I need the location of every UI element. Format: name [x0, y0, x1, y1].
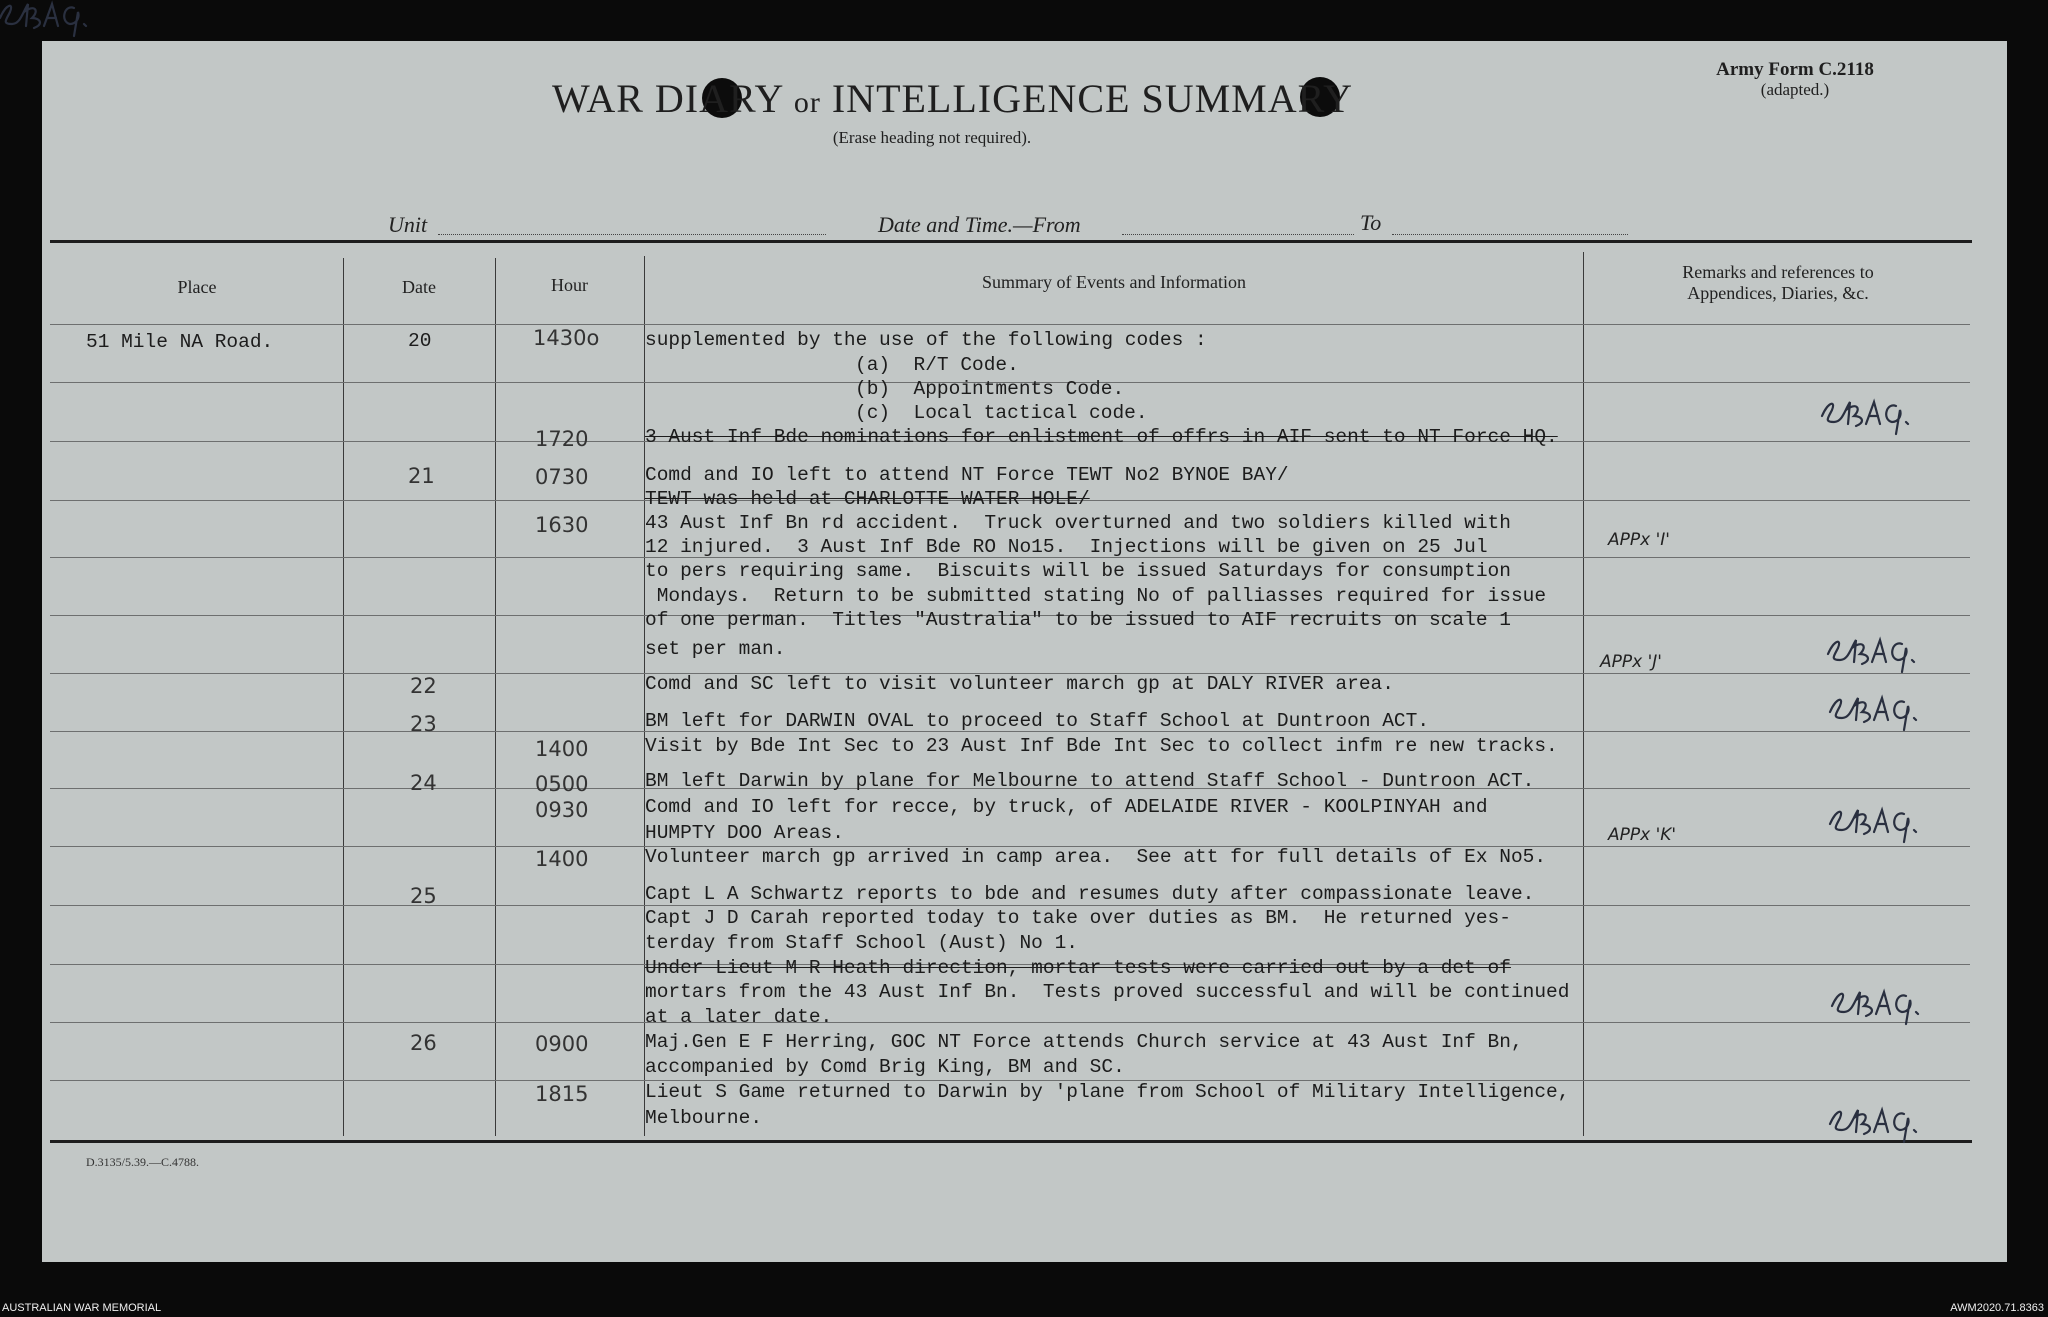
- summary-line: 43 Aust Inf Bn rd accident. Truck overturned and two soldiers killed with: [645, 512, 1511, 534]
- entry-hour: 1720: [535, 427, 589, 451]
- entry-hour: 0730: [535, 465, 589, 489]
- to-label: To: [1360, 210, 1382, 235]
- entry-date: 20: [408, 330, 432, 352]
- form-number: [1680, 60, 1910, 100]
- summary-line: set per man.: [645, 638, 786, 660]
- summary-line: Under Lieut M R Heath direction, mortar tests were carried out by a det of: [645, 957, 1511, 979]
- entry-hour: 1400: [535, 847, 589, 871]
- appendix-ref-j: APPx 'J': [1600, 652, 1662, 672]
- entry-place: 51 Mile NA Road.: [86, 331, 274, 353]
- summary-line: mortars from the 43 Aust Inf Bn. Tests proved successful and will be continued: [645, 981, 1570, 1003]
- archive-credit-right: AWM2020.71.8363: [1950, 1302, 2044, 1314]
- summary-line: Mondays. Return to be submitted stating No of palliasses required for issue: [645, 585, 1547, 607]
- table-top-rule: [50, 240, 1972, 243]
- page-title: [552, 75, 1353, 122]
- entry-date: 23: [410, 712, 437, 736]
- summary-line: BM left Darwin by plane for Melbourne to attend Staff School - Duntroon ACT.: [645, 770, 1535, 792]
- date-from-field-line: [1122, 233, 1354, 235]
- entry-date: 26: [410, 1031, 437, 1055]
- header-rule: [50, 324, 1970, 325]
- column-header-summary: Summary of Events and Information: [982, 272, 1246, 292]
- print-code: D.3135/5.39.—C.4788.: [86, 1155, 200, 1169]
- archive-credit-left: AUSTRALIAN WAR MEMORIAL: [2, 1302, 162, 1314]
- column-header-remarks: [1584, 262, 1972, 304]
- summary-line: HUMPTY DOO Areas.: [645, 822, 844, 844]
- column-divider-date: [495, 258, 496, 1136]
- summary-line: supplemented by the use of the following codes :: [645, 329, 1207, 351]
- summary-line: accompanied by Comd Brig King, BM and SC.: [645, 1056, 1125, 1078]
- entry-date: 22: [410, 674, 437, 698]
- column-divider-hour: [644, 256, 645, 1136]
- column-header-place: Place: [177, 277, 217, 297]
- summary-line: Lieut S Game returned to Darwin by 'plane from School of Military Intelligence,: [645, 1081, 1570, 1103]
- entry-date: 21: [408, 464, 435, 488]
- entry-hour: 1430o: [533, 326, 600, 350]
- summary-line: Visit by Bde Int Sec to 23 Aust Inf Bde Int Sec to collect infm re new tracks.: [645, 735, 1558, 757]
- entry-hour: 1400: [535, 737, 589, 761]
- column-header-hour: Hour: [551, 275, 588, 295]
- entry-hour: 0500: [535, 772, 589, 796]
- summary-line: Maj.Gen E F Herring, GOC NT Force attends Church service at 43 Aust Inf Bn,: [645, 1031, 1523, 1053]
- summary-line: terday from Staff School (Aust) No 1.: [645, 932, 1078, 954]
- summary-line: Comd and IO left for recce, by truck, of ADELAIDE RIVER - KOOLPINYAH and: [645, 796, 1488, 818]
- entry-hour: 0900: [535, 1032, 589, 1056]
- summary-line: 12 injured. 3 Aust Inf Bde RO No15. Injections will be given on 25 Jul: [645, 536, 1488, 558]
- signature-initials: [0, 4, 86, 36]
- title-intelligence-summary: INTELLIGENCE SUMMARY: [831, 76, 1353, 121]
- summary-line: (c) Local tactical code.: [855, 402, 1148, 424]
- date-time-label: Date and Time.—From: [878, 212, 1081, 237]
- unit-label: Unit: [388, 212, 428, 237]
- summary-line: 3 Aust Inf Bde nominations for enlistment of offrs in AIF sent to NT Force HQ.: [645, 426, 1558, 448]
- summary-line: (b) Appointments Code.: [855, 378, 1125, 400]
- remarks-header-line-1: Remarks and references to: [1682, 262, 1874, 282]
- title-or: or: [793, 86, 821, 119]
- unit-field-line: [438, 233, 826, 235]
- summary-line: Comd and IO left to attend NT Force TEWT No2 BYNOE BAY/: [645, 464, 1289, 486]
- summary-line: to pers requiring same. Biscuits will be issued Saturdays for consumption: [645, 560, 1511, 582]
- date-to-field-line: [1392, 233, 1628, 235]
- page-subtitle: (Erase heading not required).: [832, 128, 1032, 147]
- summary-line: BM left for DARWIN OVAL to proceed to Staff School at Duntroon ACT.: [645, 710, 1430, 732]
- entry-date: 24: [410, 771, 437, 795]
- summary-line: Comd and SC left to visit volunteer march gp at DALY RIVER area.: [645, 673, 1394, 695]
- form-number-main: Army Form C.2118: [1716, 59, 1874, 80]
- remarks-header-line-2: Appendices, Diaries, &c.: [1687, 283, 1869, 303]
- row-rule: [50, 1022, 1970, 1023]
- entry-hour: 1815: [535, 1082, 589, 1106]
- appendix-ref-i: APPx 'I': [1608, 530, 1670, 550]
- form-number-sub: (adapted.): [1760, 80, 1830, 99]
- summary-line: Melbourne.: [645, 1107, 763, 1129]
- summary-line: Capt L A Schwartz reports to bde and resumes duty after compassionate leave.: [645, 883, 1535, 905]
- column-header-date: Date: [402, 277, 436, 297]
- summary-line: (a) R/T Code.: [855, 354, 1019, 376]
- entry-hour: 1630: [535, 513, 589, 537]
- table-bottom-rule: [50, 1140, 1972, 1143]
- summary-line: Volunteer march gp arrived in camp area. See att for full details of Ex No5.: [645, 846, 1547, 868]
- summary-line: at a later date.: [645, 1006, 833, 1028]
- column-divider-place: [343, 258, 344, 1136]
- entry-date: 25: [410, 884, 437, 908]
- entry-hour: 0930: [535, 798, 589, 822]
- summary-line: Capt J D Carah reported today to take over duties as BM. He returned yes-: [645, 907, 1511, 929]
- column-divider-summary: [1583, 252, 1584, 1136]
- summary-line: TEWT was held at CHARLOTTE WATER HOLE/: [645, 488, 1090, 510]
- summary-line: of one perman. Titles "Australia" to be issued to AIF recruits on scale 1: [645, 609, 1511, 631]
- title-war-diary: WAR DIARY: [552, 76, 783, 121]
- appendix-ref-k: APPx 'K': [1608, 825, 1677, 845]
